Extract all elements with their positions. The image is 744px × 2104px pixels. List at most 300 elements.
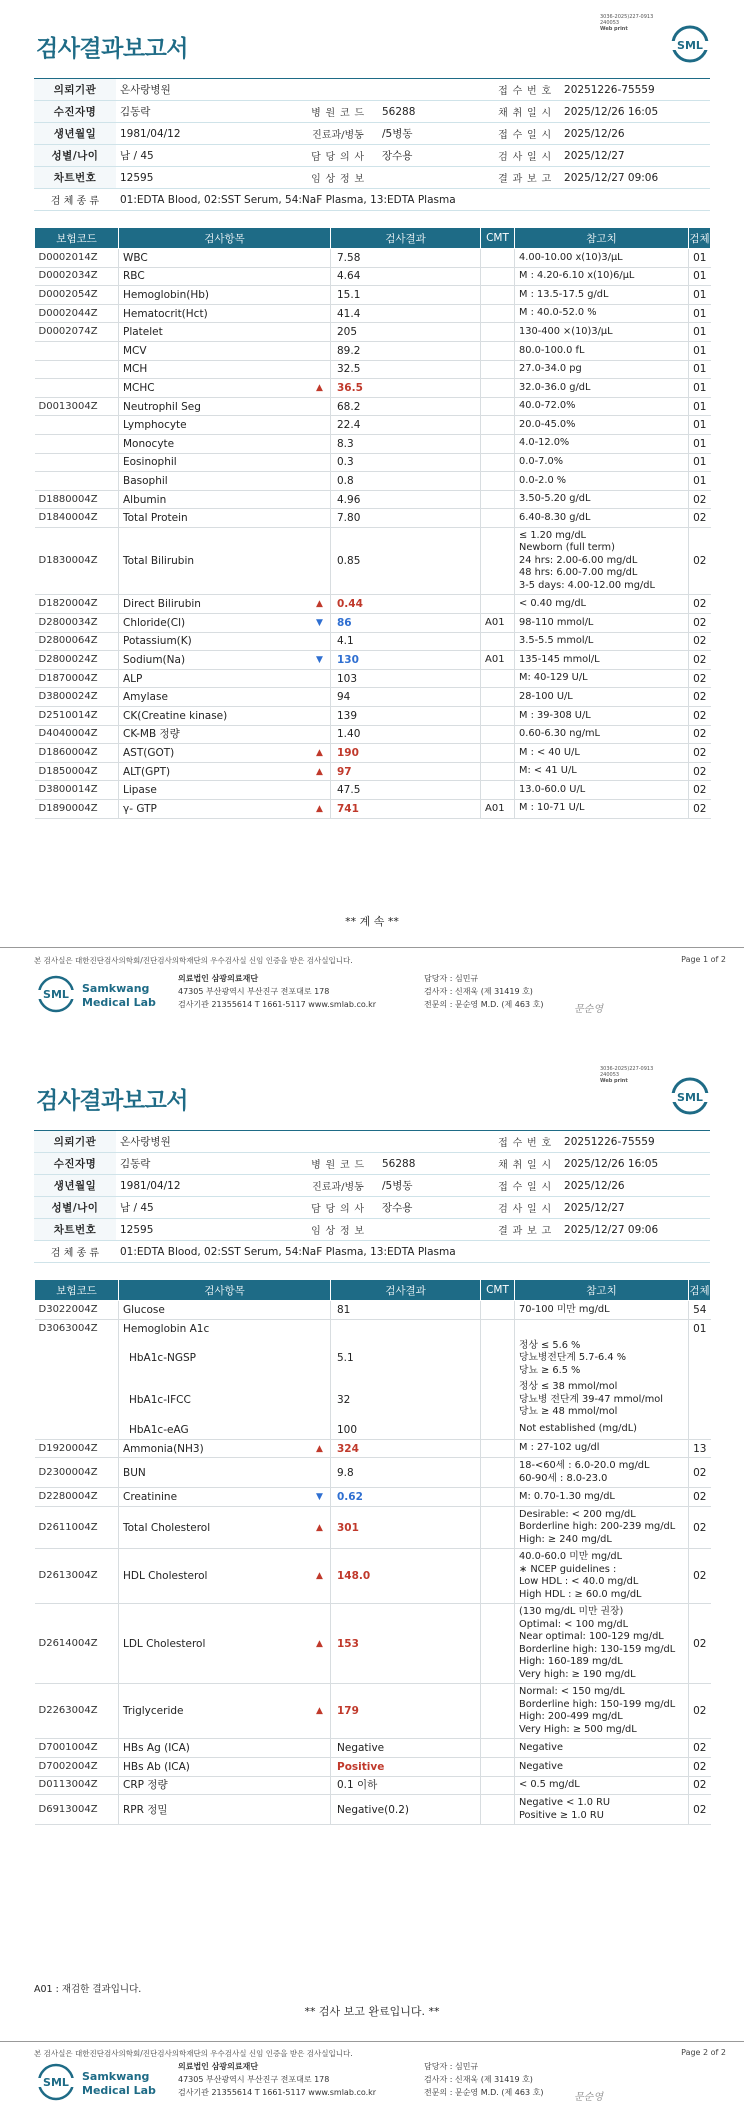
sml-logo-icon xyxy=(670,24,710,64)
insurance-code: D6913004Z xyxy=(35,1795,119,1825)
lab-info: 의료법인 삼광의료재단 47305 부산광역시 부산진구 전포대로 178 검사기관 21355614 T 1661-5117 www.smlab.co.kr xyxy=(178,974,377,1009)
table-row xyxy=(35,397,711,416)
comment-code xyxy=(481,1549,515,1604)
result-cell xyxy=(331,490,481,509)
specimen-code: 13 xyxy=(689,1439,711,1458)
insurance-code: D0002054Z xyxy=(35,286,119,305)
result-cell xyxy=(331,688,481,707)
reference-line: 4.00-10.00 x(10)3/μL xyxy=(519,251,623,263)
table-row xyxy=(35,1439,711,1458)
test-item: MCH xyxy=(119,360,331,379)
result-cell xyxy=(331,1379,481,1421)
table-row xyxy=(35,669,711,688)
specimen-code: 02 xyxy=(689,509,711,528)
insurance-code: D0002074Z xyxy=(35,323,119,342)
result-cell xyxy=(331,323,481,342)
reference-line: M : 39-308 U/L xyxy=(519,709,591,721)
patient-name: 김동락 xyxy=(116,101,298,123)
insurance-code: D7001004Z xyxy=(35,1739,119,1758)
result-cell xyxy=(316,595,481,614)
result-value: 32 xyxy=(337,1393,351,1406)
reference-range xyxy=(515,1421,689,1440)
test-item: Hemoglobin A1c xyxy=(119,1319,331,1338)
insurance-code: D0002044Z xyxy=(35,304,119,323)
result-value: 148.0 xyxy=(337,1570,371,1583)
table-row xyxy=(35,416,711,435)
specimen-code: 01 xyxy=(689,472,711,491)
result-cell xyxy=(331,509,481,528)
page-number: Page 1 of 2 xyxy=(681,955,726,964)
specimen-code: 01 xyxy=(689,453,711,472)
comment-code xyxy=(481,1684,515,1739)
result-cell xyxy=(316,1506,481,1549)
svg-text:SML: SML xyxy=(43,988,69,1001)
specimen-code xyxy=(689,1338,711,1380)
comment-code xyxy=(481,323,515,342)
table-row xyxy=(35,632,711,651)
comment-code xyxy=(481,706,515,725)
doc-code: 3036-2025)227-0913 240053 Web print xyxy=(600,1066,654,1084)
result-value: 1.40 xyxy=(337,728,361,741)
specimen-code: 02 xyxy=(689,1758,711,1777)
department: /5병동 xyxy=(378,1175,490,1197)
reference-line: 4.0-12.0% xyxy=(519,437,570,449)
comment-code xyxy=(481,490,515,509)
specimen-code: 01 xyxy=(689,416,711,435)
insurance-code: D3800024Z xyxy=(35,688,119,707)
insurance-code: D1840004Z xyxy=(35,509,119,528)
insurance-code: D2510014Z xyxy=(35,706,119,725)
institution: 온사랑병원 xyxy=(116,79,490,101)
result-cell xyxy=(331,1458,481,1488)
table-row xyxy=(35,1776,711,1795)
reference-range xyxy=(515,614,689,633)
reference-range xyxy=(515,434,689,453)
reference-line: M : 40.0-52.0 % xyxy=(519,307,597,319)
specimen-code: 01 xyxy=(689,249,711,268)
result-value: 130 xyxy=(337,653,359,666)
reference-line: 0.0-2.0 % xyxy=(519,474,567,486)
insurance-code: D2614004Z xyxy=(35,1604,119,1684)
insurance-code xyxy=(35,379,119,398)
low-flag-icon: ▼ xyxy=(316,1492,323,1503)
chart-no: 12595 xyxy=(116,1219,298,1241)
reference-range xyxy=(515,472,689,491)
reference-line: 0.60-6.30 ng/mL xyxy=(519,728,601,740)
institution: 온사랑병원 xyxy=(116,1131,490,1153)
reference-line: Very high: ≥ 190 mg/dL xyxy=(519,1668,636,1680)
result-value: 32.5 xyxy=(337,363,361,376)
test-item: Sodium(Na) xyxy=(119,651,331,670)
reference-range xyxy=(515,1301,689,1320)
test-item: HbA1c-eAG xyxy=(119,1421,331,1440)
specimen-code: 02 xyxy=(689,1488,711,1507)
reference-line: M : 4.20-6.10 x(10)6/μL xyxy=(519,270,635,282)
reference-line: Normal: < 150 mg/dL xyxy=(519,1686,625,1698)
insurance-code: D1890004Z xyxy=(35,799,119,818)
table-row xyxy=(35,799,711,818)
svg-text:Samkwang: Samkwang xyxy=(82,982,150,995)
specimen-code: 02 xyxy=(689,1795,711,1825)
table-row xyxy=(35,249,711,268)
high-flag-icon: ▲ xyxy=(316,1706,323,1717)
reference-line: Low HDL : < 40.0 mg/dL xyxy=(519,1576,639,1588)
svg-text:SML: SML xyxy=(677,1091,703,1104)
reference-line: M: 40-129 U/L xyxy=(519,672,588,684)
result-value: 0.3 xyxy=(337,456,354,469)
result-value: Positive xyxy=(337,1760,385,1773)
comment-code: A01 xyxy=(481,651,515,670)
result-cell xyxy=(331,453,481,472)
result-value: 9.8 xyxy=(337,1466,354,1479)
reference-line: Borderline high: 200-239 mg/dL xyxy=(519,1521,676,1533)
reference-range xyxy=(515,1338,689,1380)
report-title: 검사결과보고서 xyxy=(36,1088,189,1114)
reference-line: < 0.40 mg/dL xyxy=(519,597,586,609)
col-insurance-code: 보험코드 xyxy=(35,228,119,249)
reference-range xyxy=(515,360,689,379)
test-date: 2025/12/27 xyxy=(560,1197,710,1219)
lab-info: 의료법인 삼광의료재단 47305 부산광역시 부산진구 전포대로 178 검사기관 21355614 T 1661-5117 www.smlab.co.kr xyxy=(178,2062,377,2097)
test-item: Creatinine xyxy=(119,1488,331,1507)
specimen-code: 01 xyxy=(689,397,711,416)
result-value: 81 xyxy=(337,1303,351,1316)
insurance-code xyxy=(35,1338,119,1380)
specimen-code: 02 xyxy=(689,799,711,818)
insurance-code: D3063004Z xyxy=(35,1319,119,1338)
reference-range xyxy=(515,1739,689,1758)
reference-line: ∗ NCEP guidelines : xyxy=(519,1563,617,1575)
result-value: 97 xyxy=(337,765,352,778)
comment-code xyxy=(481,744,515,763)
result-cell xyxy=(331,669,481,688)
result-cell xyxy=(331,632,481,651)
result-cell xyxy=(316,1488,481,1507)
test-item: HBs Ag (ICA) xyxy=(119,1739,331,1758)
reference-line: 18-<60세 : 6.0-20.0 mg/dL xyxy=(519,1460,650,1472)
signature: 문순영 xyxy=(574,1004,603,1015)
reference-line: 40.0-60.0 미만 mg/dL xyxy=(519,1551,623,1563)
comment-code xyxy=(481,1488,515,1507)
col-specimen: 검체 xyxy=(689,1280,711,1301)
reference-range xyxy=(515,249,689,268)
test-item: Triglyceride xyxy=(119,1684,331,1739)
insurance-code: D0013004Z xyxy=(35,397,119,416)
reference-line: High HDL : ≥ 60.0 mg/dL xyxy=(519,1588,642,1600)
insurance-code: D1880004Z xyxy=(35,490,119,509)
hospital-code: 56288 xyxy=(378,101,490,123)
specimen-code: 02 xyxy=(689,490,711,509)
table-row xyxy=(35,1319,711,1338)
reference-line: 당뇨 ≥ 6.5 % xyxy=(519,1364,581,1376)
specimen-code: 01 xyxy=(693,1322,707,1335)
reference-range xyxy=(515,286,689,305)
test-item: RPR 정밀 xyxy=(119,1795,331,1825)
test-item: Potassium(K) xyxy=(119,632,331,651)
table-row xyxy=(35,1604,711,1684)
comment-code xyxy=(481,1458,515,1488)
insurance-code xyxy=(35,453,119,472)
specimen-code xyxy=(689,1421,711,1440)
high-flag-icon: ▲ xyxy=(316,1522,323,1533)
insurance-code: D1830004Z xyxy=(35,527,119,595)
table-row xyxy=(35,744,711,763)
comment-code xyxy=(481,1439,515,1458)
reference-line: 27.0-34.0 pg xyxy=(519,363,582,375)
specimen-code: 02 xyxy=(689,706,711,725)
comment-code xyxy=(481,688,515,707)
result-cell xyxy=(331,1795,481,1825)
result-value: 301 xyxy=(337,1521,359,1534)
specimen-code: 02 xyxy=(689,1458,711,1488)
result-value: 7.80 xyxy=(337,512,361,525)
table-row xyxy=(35,688,711,707)
result-value: 0.85 xyxy=(337,555,361,568)
result-cell xyxy=(316,651,481,670)
collect-datetime: 2025/12/26 16:05 xyxy=(560,1153,710,1175)
insurance-code xyxy=(35,360,119,379)
collect-datetime: 2025/12/26 16:05 xyxy=(560,101,710,123)
specimen-code: 01 xyxy=(689,267,711,286)
high-flag-icon: ▲ xyxy=(316,599,323,610)
reference-line: Newborn (full term) xyxy=(519,542,615,554)
specimen-code: 02 xyxy=(689,527,711,595)
specimen-code: 02 xyxy=(689,595,711,614)
reference-line: High: 160-189 mg/dL xyxy=(519,1656,623,1668)
specimen-code: 01 xyxy=(689,323,711,342)
reference-line: 135-145 mmol/L xyxy=(519,653,600,665)
table-row xyxy=(35,1684,711,1739)
specimen-code: 02 xyxy=(689,1739,711,1758)
samkwang-logo-icon xyxy=(36,972,176,1016)
result-value: 22.4 xyxy=(337,419,361,432)
comment-code xyxy=(481,725,515,744)
test-item: HbA1c-NGSP xyxy=(119,1338,331,1380)
insurance-code: D1850004Z xyxy=(35,762,119,781)
insurance-code xyxy=(35,1421,119,1440)
comment-code xyxy=(481,1301,515,1320)
result-value: 103 xyxy=(337,672,358,685)
reference-line: M : < 40 U/L xyxy=(519,746,580,758)
result-value: 41.4 xyxy=(337,307,361,320)
specimen-code: 02 xyxy=(689,614,711,633)
result-value: 153 xyxy=(337,1637,359,1650)
insurance-code: D3022004Z xyxy=(35,1301,119,1320)
reference-range xyxy=(515,595,689,614)
reference-line: Negative xyxy=(519,1760,563,1772)
reference-line: M : 27-102 ug/dl xyxy=(519,1442,600,1454)
result-value: 0.1 이하 xyxy=(337,1779,378,1792)
reference-line: Near optimal: 100-129 mg/dL xyxy=(519,1631,664,1643)
comment-code xyxy=(481,379,515,398)
specimen-types: 01:EDTA Blood, 02:SST Serum, 54:NaF Plasma, 13:EDTA Plasma xyxy=(116,1241,710,1263)
reference-line: Negative < 1.0 RU xyxy=(519,1797,611,1809)
specimen-code: 02 xyxy=(689,1549,711,1604)
reference-line: 3-5 days: 4.00-12.00 mg/dL xyxy=(519,579,655,591)
reference-line: Desirable: < 200 mg/dL xyxy=(519,1508,636,1520)
result-cell xyxy=(331,434,481,453)
doc-code: 3036-2025)227-0913 240053 Web print xyxy=(600,14,654,32)
clinical-info xyxy=(378,167,490,189)
table-row xyxy=(35,1795,711,1825)
table-row xyxy=(35,1549,711,1604)
result-cell xyxy=(331,286,481,305)
high-flag-icon: ▲ xyxy=(316,1638,323,1649)
reference-line: (130 mg/dL 미만 권장) xyxy=(519,1606,624,1618)
high-flag-icon: ▲ xyxy=(316,1571,323,1582)
reference-range xyxy=(515,304,689,323)
reference-line: M : 10-71 U/L xyxy=(519,802,585,814)
col-result: 검사결과 xyxy=(331,228,481,249)
result-value: Negative(0.2) xyxy=(337,1803,410,1816)
reference-line: 130-400 ×(10)3/μL xyxy=(519,325,613,337)
reference-line: 3.50-5.20 g/dL xyxy=(519,493,591,505)
certification-text: 본 검사실은 대한진단검사의학회/진단검사의학재단의 우수검사실 신임 인증을 받은 검사실입니다. xyxy=(34,956,353,965)
recheck-note: A01 : 재검한 결과입니다. xyxy=(34,1984,142,1995)
table-row xyxy=(35,453,711,472)
table-row xyxy=(35,360,711,379)
col-test-item: 검사항목 xyxy=(119,228,331,249)
table-row xyxy=(35,725,711,744)
result-cell xyxy=(316,614,481,633)
specimen-code: 01 xyxy=(689,341,711,360)
insurance-code: D1820004Z xyxy=(35,595,119,614)
comment-code xyxy=(481,453,515,472)
result-cell xyxy=(316,744,481,763)
reference-line: High: 200-499 mg/dL xyxy=(519,1711,623,1723)
result-cell xyxy=(331,781,481,800)
result-value: 324 xyxy=(337,1442,359,1455)
test-item: Lymphocyte xyxy=(119,416,331,435)
reference-line: Borderline high: 150-199 mg/dL xyxy=(519,1698,676,1710)
specimen-code: 02 xyxy=(689,1684,711,1739)
comment-code: A01 xyxy=(481,614,515,633)
doctor: 장수용 xyxy=(378,1197,490,1219)
reference-range xyxy=(515,1795,689,1825)
result-value: 4.64 xyxy=(337,270,361,283)
table-row xyxy=(35,509,711,528)
clinical-info xyxy=(378,1219,490,1241)
specimen-code: 02 xyxy=(689,1604,711,1684)
reference-range xyxy=(515,527,689,595)
result-value: 94 xyxy=(337,691,351,704)
table-row xyxy=(35,490,711,509)
result-value: 0.44 xyxy=(337,598,363,611)
reference-range xyxy=(515,669,689,688)
reference-range xyxy=(515,1319,689,1338)
specimen-code: 54 xyxy=(689,1301,711,1320)
test-date: 2025/12/27 xyxy=(560,145,710,167)
reference-range xyxy=(515,744,689,763)
insurance-code xyxy=(35,1379,119,1421)
col-cmt: CMT xyxy=(481,1280,515,1301)
result-value: Negative xyxy=(337,1742,385,1755)
reference-line: Not established (mg/dL) xyxy=(519,1423,637,1435)
reference-line: 당뇨병전단계 5.7-6.4 % xyxy=(519,1352,627,1364)
comment-code xyxy=(481,509,515,528)
result-value: 89.2 xyxy=(337,344,361,357)
insurance-code: D0002034Z xyxy=(35,267,119,286)
reference-range xyxy=(515,379,689,398)
insurance-code: D0113004Z xyxy=(35,1776,119,1795)
insurance-code: D4040004Z xyxy=(35,725,119,744)
specimen-code: 01 xyxy=(689,304,711,323)
report-datetime: 2025/12/27 09:06 xyxy=(560,1219,710,1241)
comment-code xyxy=(481,304,515,323)
staff-info: 담당자 : 심민규 검사자 : 신재욱 (제 31419 호) 전문의 : 문순영 M.D. (제 463 호) xyxy=(424,974,544,1009)
reference-line: M : 13.5-17.5 g/dL xyxy=(519,288,609,300)
test-item: LDL Cholesterol xyxy=(119,1604,331,1684)
test-item: Hematocrit(Hct) xyxy=(119,304,331,323)
test-item: CK(Creatine kinase) xyxy=(119,706,331,725)
reference-range xyxy=(515,509,689,528)
receipt-date: 2025/12/26 xyxy=(560,1175,710,1197)
specimen-code: 01 xyxy=(689,379,711,398)
insurance-code xyxy=(35,341,119,360)
reference-line: ≤ 1.20 mg/dL xyxy=(519,529,586,541)
table-row xyxy=(35,614,711,633)
comment-code xyxy=(481,595,515,614)
comment-code xyxy=(481,1795,515,1825)
table-row xyxy=(35,1338,711,1380)
reference-line: Positive ≥ 1.0 RU xyxy=(519,1809,604,1821)
reference-range xyxy=(515,1549,689,1604)
reference-line: Optimal: < 100 mg/dL xyxy=(519,1618,629,1630)
test-item: Albumin xyxy=(119,490,331,509)
signature: 문순영 xyxy=(574,2092,603,2103)
hospital-code: 56288 xyxy=(378,1153,490,1175)
insurance-code: D2611004Z xyxy=(35,1506,119,1549)
insurance-code: D1920004Z xyxy=(35,1439,119,1458)
reference-range xyxy=(515,1684,689,1739)
reference-line: M: 0.70-1.30 mg/dL xyxy=(519,1490,615,1502)
result-value: 68.2 xyxy=(337,400,361,413)
report-title: 검사결과보고서 xyxy=(36,36,189,62)
result-value: 741 xyxy=(337,802,359,815)
result-cell xyxy=(316,1684,481,1739)
reference-range xyxy=(515,762,689,781)
report-datetime: 2025/12/27 09:06 xyxy=(560,167,710,189)
result-cell xyxy=(316,762,481,781)
table-row xyxy=(35,527,711,595)
result-cell xyxy=(331,1301,481,1320)
reference-range xyxy=(515,1379,689,1421)
reference-line: 당뇨 ≥ 48 mmol/mol xyxy=(519,1406,618,1418)
reference-line: 48 hrs: 6.00-7.00 mg/dL xyxy=(519,567,638,579)
reference-line: Very High: ≥ 500 mg/dL xyxy=(519,1723,637,1735)
date-of-birth: 1981/04/12 xyxy=(116,1175,298,1197)
test-item: Lipase xyxy=(119,781,331,800)
reference-line: Borderline high: 130-159 mg/dL xyxy=(519,1643,676,1655)
table-row xyxy=(35,1379,711,1421)
test-item: BUN xyxy=(119,1458,331,1488)
reference-line: 60-90세 : 8.0-23.0 xyxy=(519,1472,608,1484)
specimen-code: 02 xyxy=(689,781,711,800)
specimen-code: 02 xyxy=(689,632,711,651)
specimen-code: 01 xyxy=(689,360,711,379)
reference-range xyxy=(515,1439,689,1458)
reference-line: 6.40-8.30 g/dL xyxy=(519,511,591,523)
test-item: Total Bilirubin xyxy=(119,527,331,595)
specimen-code: 01 xyxy=(689,434,711,453)
reference-range xyxy=(515,688,689,707)
reference-line: 정상 ≤ 5.6 % xyxy=(519,1339,581,1351)
reference-range xyxy=(515,490,689,509)
result-cell xyxy=(331,1776,481,1795)
insurance-code xyxy=(35,434,119,453)
footer-divider xyxy=(0,947,744,948)
test-item: HBs Ab (ICA) xyxy=(119,1758,331,1777)
